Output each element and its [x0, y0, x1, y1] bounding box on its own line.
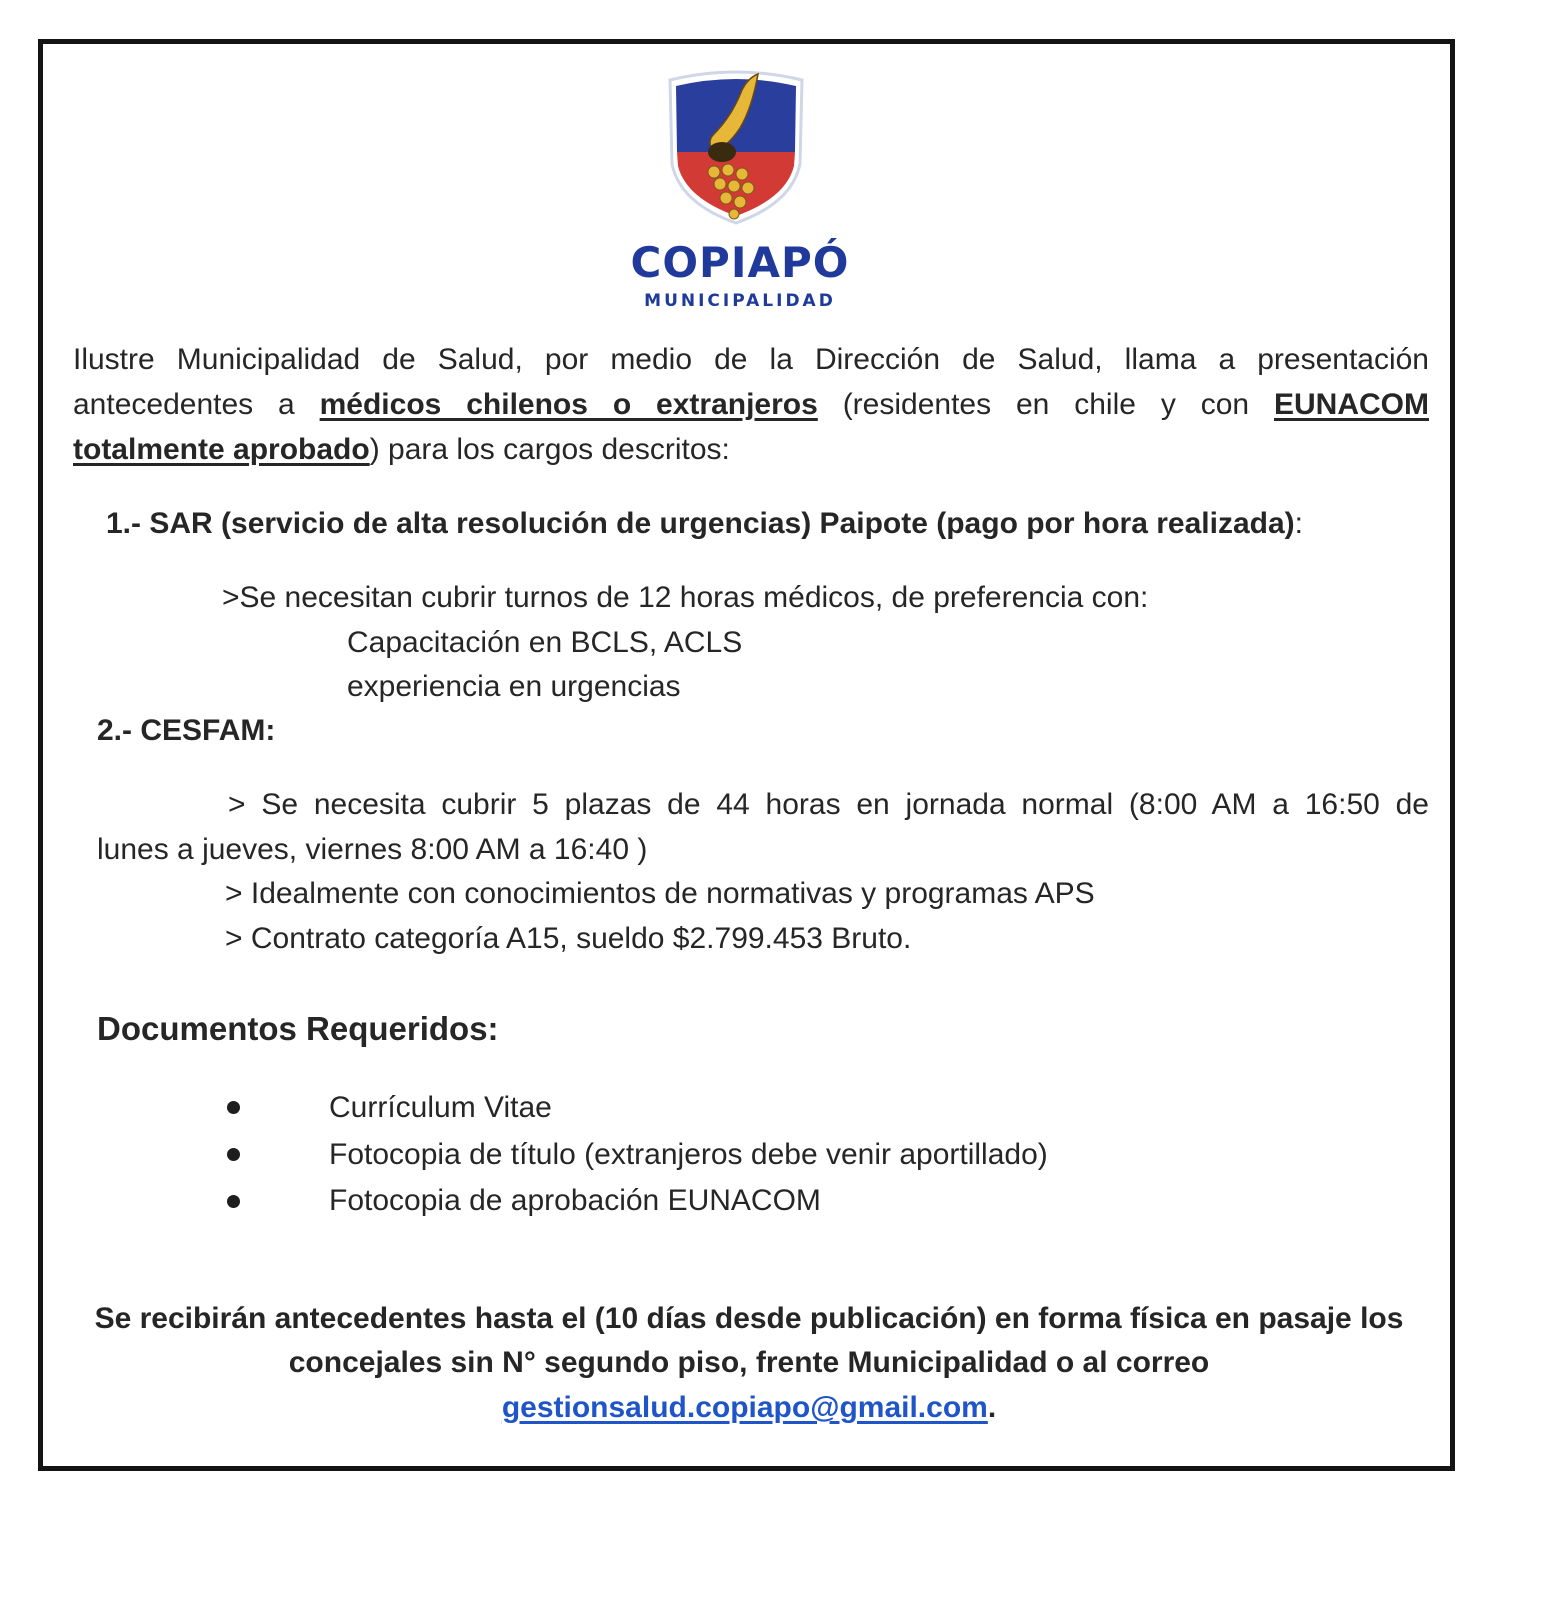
section2-heading: 2.- CESFAM:	[97, 714, 276, 747]
footer-line-1: Se recibirán antecedentes hasta el (10 días desde publicación) en forma física en pasaje los	[94, 1302, 1404, 1335]
document-item-1: Currículum Vitae	[329, 1091, 552, 1124]
footer-line-3: gestionsalud.copiapo@gmail.com.	[501, 1391, 997, 1424]
cornucopia-mouth	[708, 142, 736, 162]
highlight-eunacom: EUNACOM	[1274, 388, 1429, 421]
highlight-medicos: médicos chilenos o extranjeros	[319, 388, 818, 421]
document-item-2: Fotocopia de título (extranjeros debe venir aportillado)	[329, 1138, 1048, 1171]
footer-line-2: concejales sin N° segundo piso, frente Municipalidad o al correo	[288, 1346, 1210, 1379]
document-item-3: Fotocopia de aprobación EUNACOM	[329, 1184, 821, 1217]
highlight-aprobado: totalmente aprobado	[73, 433, 370, 466]
section2-item3: > Contrato categoría A15, sueldo $2.799.453 Bruto.	[225, 922, 912, 955]
section2-item1-line1: > Se necesita cubrir 5 plazas de 44 horas en jornada normal (8:00 AM a 16:50 de	[228, 788, 1429, 821]
intro-line-2: antecedentes a médicos chilenos o extranjeros (residentes en chile y con EUNACOM	[73, 388, 1429, 421]
section2-item2: > Idealmente con conocimientos de normativas y programas APS	[225, 877, 1095, 910]
brand-subtitle: MUNICIPALIDAD	[644, 291, 836, 311]
intro-line-3: totalmente aprobado) para los cargos descritos:	[73, 433, 730, 466]
intro-line-1: Ilustre Municipalidad de Salud, por medio de la Dirección de Salud, llama a presentación	[73, 343, 1429, 376]
section1-item: >Se necesitan cubrir turnos de 12 horas médicos, de preferencia con:	[222, 581, 1149, 614]
section1-pref-1: Capacitación en BCLS, ACLS	[347, 626, 743, 659]
bullet-icon	[227, 1101, 240, 1114]
municipality-shield-logo	[662, 68, 810, 228]
section1-pref-2: experiencia en urgencias	[347, 670, 681, 703]
bullet-icon	[227, 1148, 240, 1161]
section2-item1-line2: lunes a jueves, viernes 8:00 AM a 16:40 )	[97, 833, 648, 866]
section1-heading: 1.- SAR (servicio de alta resolución de urgencias) Paipote (pago por hora realizada):	[106, 507, 1303, 540]
brand-block	[560, 238, 920, 312]
brand-title: COPIAPÓ	[630, 238, 850, 287]
email-link[interactable]: gestionsalud.copiapo@gmail.com	[501, 1391, 988, 1424]
documents-heading: Documentos Requeridos:	[97, 1010, 499, 1047]
bullet-icon	[227, 1195, 240, 1208]
